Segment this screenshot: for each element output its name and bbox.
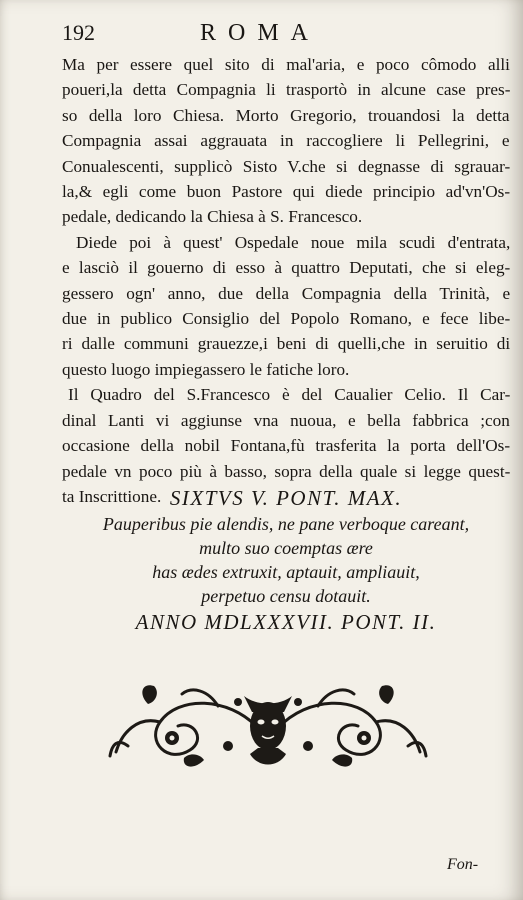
text-line: gessero ogn' anno, due della Compagnia della Trinità, e: [62, 283, 510, 303]
body-text: [62, 52, 510, 509]
text-line: e lasciò il gouerno di esso à quattro Deputati, che si eleg-: [62, 258, 510, 278]
text-line: ri dalle communi grauezze,i beni di quelli,che in seruitio di: [62, 334, 510, 354]
floral-tailpiece-icon: [108, 676, 428, 776]
catchword: Fon-: [447, 856, 479, 873]
text-line: due in publico Consiglio del Popolo Romano, e fece libe-: [62, 309, 510, 329]
inscription-title: SIXTVS V. PONT. MAX.: [169, 486, 403, 510]
text-line: la,& egli come buon Pastore qui diede principio ad'vn'Os-: [62, 182, 510, 202]
inscription-year: ANNO MDLXXXVII. PONT. II.: [135, 610, 437, 634]
text-line: pedale vn poco più à basso, sopra della quale si legge quest-: [62, 461, 510, 481]
text-line: Conualescenti, supplicò Sisto V.che si degnasse di sgrauar-: [62, 156, 510, 176]
inscription-line: Pauperibus pie alendis, ne pane verboque careant,: [102, 514, 470, 534]
text-line: Diede poi à quest' Ospedale noue mila scudi d'entrata,: [76, 232, 510, 252]
text-line: occasione della nobil Fontana,fù trasferita la porta dell'Os-: [62, 436, 510, 456]
text-line: Il Quadro del S.Francesco è del Caualier Celio. Il Car-: [68, 385, 510, 405]
text-line: pedale, dedicando la Chiesa à S. Francesco.: [62, 207, 363, 227]
running-head: ROMA: [200, 20, 321, 46]
text-line: Ma per essere quel sito di mal'aria, e poco cômodo alli: [62, 55, 510, 74]
inscription-line: multo suo coemptas ære: [199, 538, 373, 558]
text-line: dinal Lanti vi aggiunse vna nuoua, e bella fabbrica ;con: [62, 410, 510, 430]
page-number: 192: [62, 20, 95, 45]
text-line: Compagnia assai aggrauata in raccogliere li Pellegrini, e: [62, 131, 510, 151]
inscription-line: perpetuo censu dotauit.: [201, 586, 371, 606]
text-line: poueri,la detta Compagnia li trasportò in alcune case pres-: [62, 80, 510, 100]
page-header: [0, 20, 523, 52]
text-line: so della loro Chiesa. Morto Gregorio, trouandosi la detta: [62, 105, 510, 125]
text-line: questo luogo impiegassero le fatiche loro.: [62, 359, 350, 379]
inscription: [62, 484, 510, 636]
inscription-line: has ædes extruxit, aptauit, ampliauit,: [152, 562, 420, 582]
text-line: ta Inscrittione.: [62, 486, 162, 506]
